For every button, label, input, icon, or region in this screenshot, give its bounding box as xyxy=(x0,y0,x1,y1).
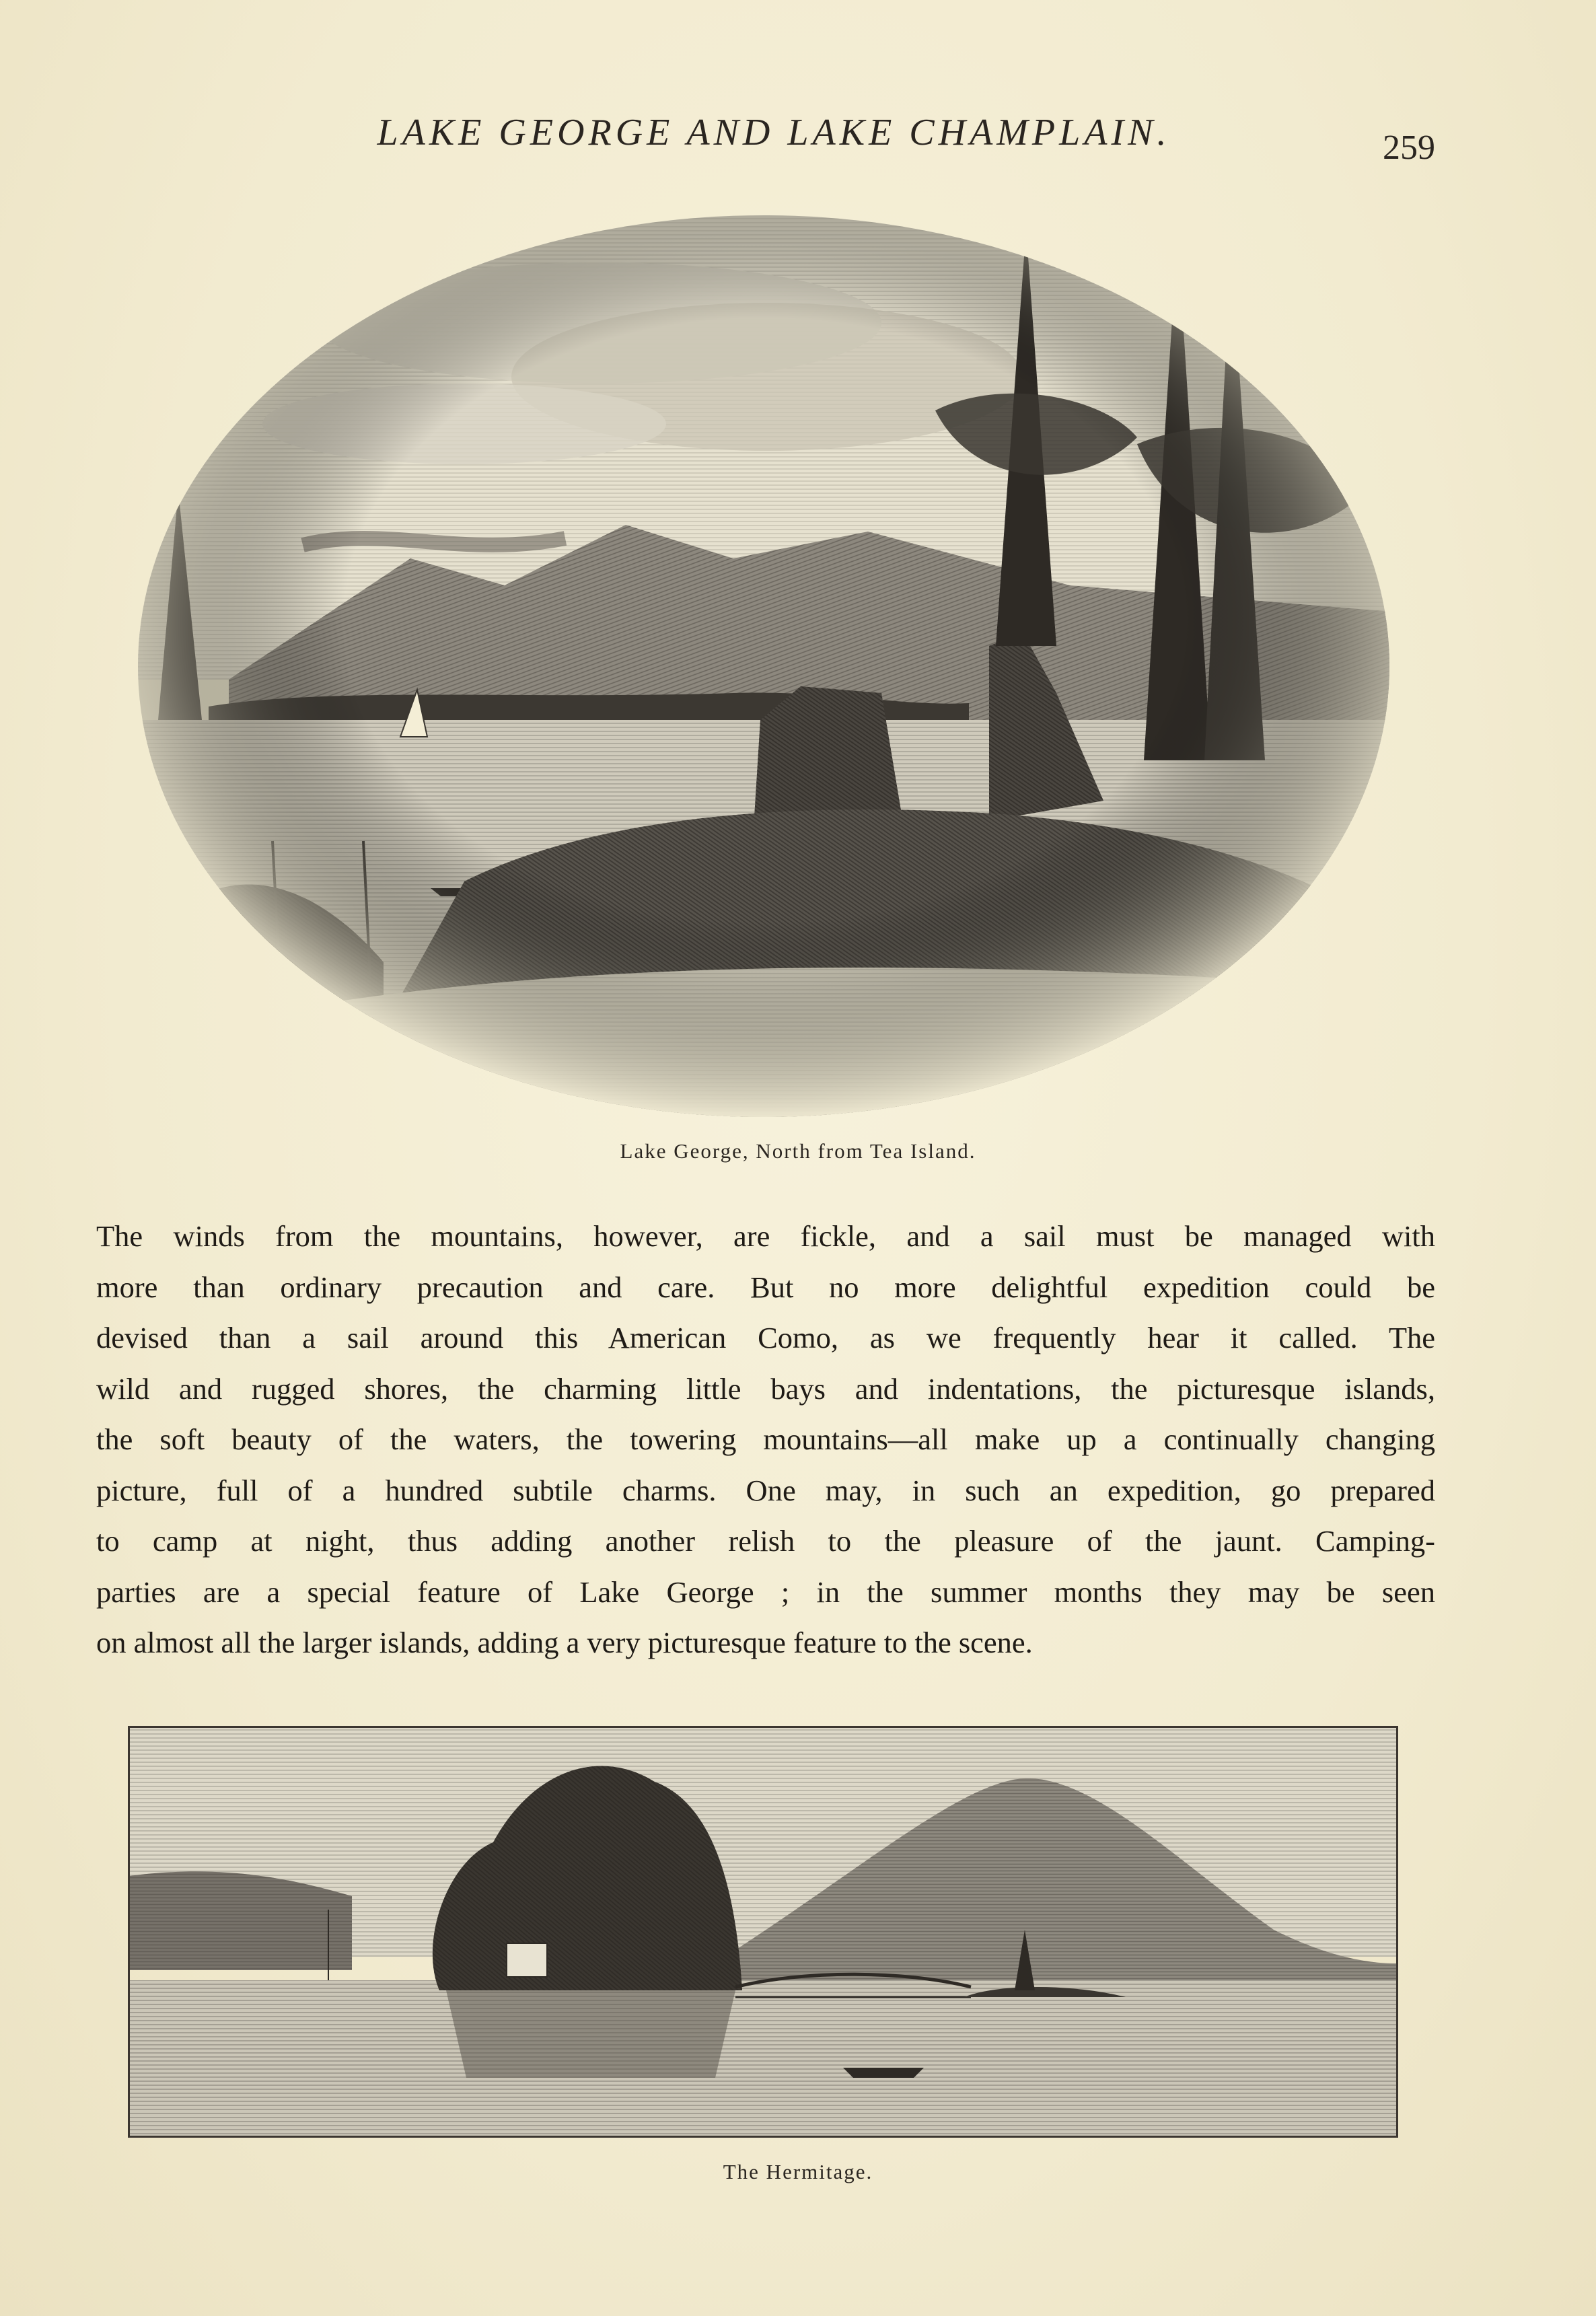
text-line: on almost all the larger islands, adding a very picturesque feature to the scene. xyxy=(96,1626,1033,1659)
text-line: to camp at night, thus adding another relish to the pleasure of the jaunt. Camping- xyxy=(96,1524,1435,1558)
figure-caption: The Hermitage. xyxy=(723,2160,873,2183)
engraving-the-hermitage xyxy=(128,1726,1398,2138)
engraving-2-illustration xyxy=(130,1728,1396,2136)
text-line: more than ordinary precaution and care. But no more delightful expedition could be xyxy=(96,1270,1435,1304)
engraving-1-illustration xyxy=(128,209,1400,1124)
text-line: parties are a special feature of Lake George ; in the summer months they may be seen xyxy=(96,1575,1435,1609)
text-line: picture, full of a hundred subtile charms. One may, in such an expedition, go prepared xyxy=(96,1473,1435,1507)
text-line: devised than a sail around this American Como, as we frequently hear it called. The xyxy=(96,1321,1435,1354)
running-head: LAKE GEORGE AND LAKE CHAMPLAIN. xyxy=(377,112,1171,153)
page-number: 259 xyxy=(1383,129,1435,167)
text-line: the soft beauty of the waters, the towering mountains—all make up a continually changing xyxy=(96,1422,1435,1456)
text-line: wild and rugged shores, the charming little bays and indentations, the picturesque islands, xyxy=(96,1371,1435,1406)
engraving-lake-george-tea-island xyxy=(128,209,1400,1124)
body-paragraph xyxy=(96,1211,1435,1669)
figure-caption: Lake George, North from Tea Island. xyxy=(620,1139,976,1163)
text-line: The winds from the mountains, however, are fickle, and a sail must be managed with xyxy=(96,1219,1435,1253)
